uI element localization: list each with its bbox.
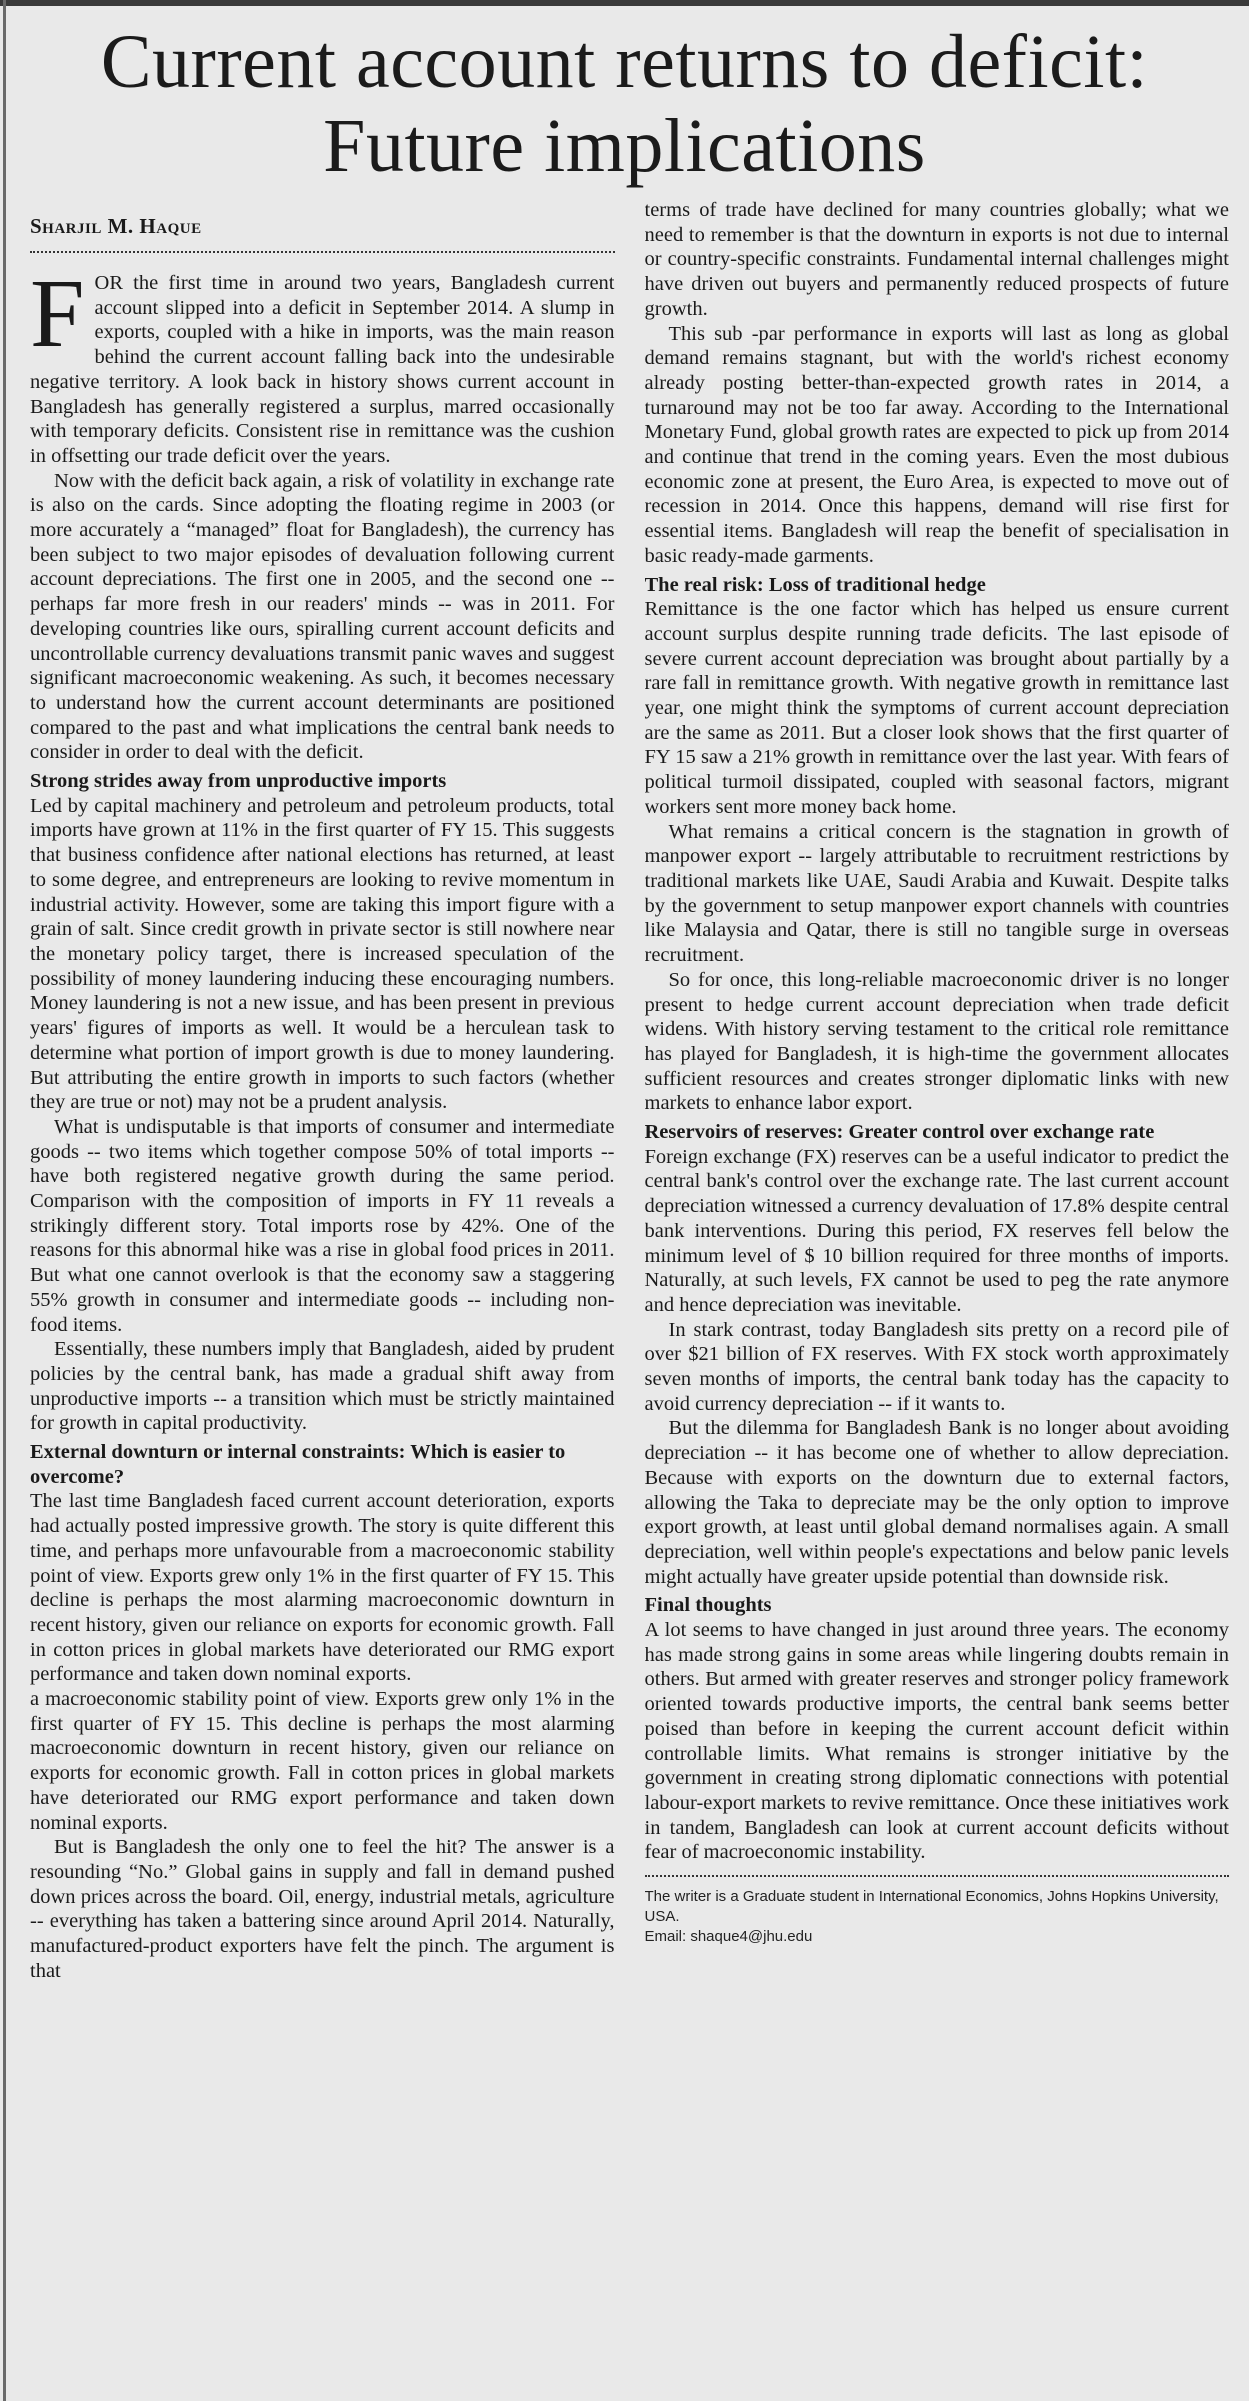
section-heading: Strong strides away from unproductive imports — [30, 770, 447, 793]
paragraph: What is undisputable is that imports of consumer and intermediate goods -- two items which together compose 50% of total imports -- have both registered negative growth during the same period. Comparison with the composition of imports in FY 11 reveals a strikingly different story. Total imports rose by 42%. One of the reasons for this abnormal hike was a rise in global food prices in 2011. But what one cannot overlook is that the economy saw a staggering 55% growth in consumer and intermediate goods -- including non-food items. — [30, 1115, 615, 1336]
paragraph: Foreign exchange (FX) reserves can be a useful indicator to predict the central bank's control over the exchange rate. The last current account depreciation witnessed a currency devaluation of 17.8% despite central bank interventions. During this period, FX reserves fell below the minimum level of $ 10 billion required for three months of imports. Naturally, at such levels, FX cannot be used to peg the rate anymore and hence depreciation was inevitable. — [644, 1145, 1229, 1316]
byline-divider — [30, 251, 615, 253]
author-email: Email: shaque4@jhu.edu — [644, 1928, 813, 1946]
paragraph: What remains a critical concern is the stagnation in growth of manpower export -- largely attributable to recruitment restrictions by traditional markets like UAE, Saudi Arabia and Kuwait. Despite talks by the government to setup manpower export channels with countries like Malaysia and Qatar, there is still no tangible surge in overseas recruitment. — [644, 820, 1229, 967]
footer-divider — [645, 1875, 1230, 1877]
column-left-body — [30, 260, 615, 1984]
drop-cap: F — [30, 260, 85, 368]
paragraph: A lot seems to have changed in just around three years. The economy has made strong gains in some areas while lingering doubts remain in others. But armed with greater reserves and stronger policy framework oriented towards productive imports, the central bank seems better poised than before in keeping the current account deficit within controllable limits. What remains is stronger initiative by the government in creating strong diplomatic connections with potential labour-export markets to revive remittance. Once these initiatives work in tandem, Bangladesh can look at current account deficits without fear of macroeconomic instability. — [644, 1619, 1229, 1864]
column-right — [645, 198, 1230, 2393]
lead-paragraph — [30, 260, 615, 469]
paragraph: terms of trade have declined for many countries globally; what we need to remember is that the downturn in exports is not due to internal or country-specific constraints. Fundamental internal challenges might have driven out buyers and permanently reduced prospects of future growth. — [644, 199, 1229, 320]
paragraph: In stark contrast, today Bangladesh sits pretty on a record pile of over $21 billion of FX reserves. With FX stock worth approximately seven months of imports, the central bank today has the capacity to avoid currency depreciation -- if it wants to. — [644, 1318, 1229, 1415]
headline-line-1: Current account returns to deficit: — [100, 20, 1149, 104]
paragraph: Essentially, these numbers imply that Bangladesh, aided by prudent policies by the central bank, has made a gradual shift away from unproductive imports -- a transition which must be strictly maintained for growth in capital productivity. — [30, 1338, 615, 1435]
paragraph: This sub -par performance in exports will last as long as global demand remains stagnant, but with the world's richest economy already posting better-than-expected growth rates in 2014, a turnaround may not be too far away. According to the International Monetary Fund, global growth rates are expected to pick up from 2014 and continue that trend in the coming years. Even the most dubious economic zone at present, the Euro Area, is expected to move out of recession in 2014. Once this happens, demand will rise first for essential items. Bangladesh will reap the benefit of specialisation in basic ready-made garments. — [644, 322, 1229, 567]
paragraph: But the dilemma for Bangladesh Bank is no longer about avoiding depreciation -- it has become one of whether to allow depreciation. Because with exports on the downturn due to external factors, allowing the Taka to depreciate may be the only option to improve export growth, at least until global demand normalises again. A small depreciation, well within people's expectations and below panic levels might actually have greater upside potential than downside risk. — [644, 1417, 1229, 1588]
author-bio: The writer is a Graduate student in International Economics, Johns Hopkins University, USA. — [644, 1888, 1219, 1926]
paragraph: Remittance is the one factor which has helped us ensure current account surplus despite running trade deficits. The last episode of severe current account depreciation was brought about partially by a rare fall in remittance growth. With negative growth in remittance last year, one might think the symptoms of current account depreciation are the same as 2011. But a closer look shows that the first quarter of FY 15 saw a 21% growth in remittance over the last year. With fears of political turmoil dissipated, coupled with seasonal factors, migrant workers sent more money back home. — [644, 598, 1229, 818]
paragraph: Now with the deficit back again, a risk of volatility in exchange rate is also on the cards. Since adopting the floating regime in 2003 (or more accurately a “managed” float for Bangladesh), the currency has been subject to two major episodes of devaluation following current account depreciations. The first one in 2005, and the second one -- perhaps far more fresh in our readers' minds -- was in 2011. For developing countries like ours, spiralling current account deficits and uncontrollable currency devaluations transmit panic waves and suggest significant macroeconomic weakening. As such, it becomes necessary to understand how the current account determinants are positioned compared to the past and what implications the central bank needs to consider in order to deal with the deficit. — [30, 469, 615, 764]
lead-text: OR the first time in around two years, Bangladesh current account slipped into a deficit in September 2014. A slump in exports, coupled with a hike in imports, was the main reason behind the current account falling back into the undesirable negative territory. A look back in history shows current account in Bangladesh has generally registered a surplus, marred occasionally with temporary deficits. Consistent rise in remittance was the cushion in offsetting our trade deficit over the years. — [30, 272, 615, 467]
byline: Sharjil M. Haque — [30, 214, 202, 238]
section-heading: The real risk: Loss of traditional hedge — [644, 573, 986, 596]
paragraph: The last time Bangladesh faced current account deterioration, exports had actually posted impressive growth. The story is quite different this time, and perhaps more unfavourable from a macroeconomic stability point of view. Exports grew only 1% in the first quarter of FY 15. This decline is perhaps the most alarming macroeconomic downturn in recent history, given our reliance on exports for economic growth. Fall in cotton prices in global markets have deteriorated our RMG export performance and taken down nominal exports. — [30, 1490, 615, 1686]
paragraph: a macroeconomic stability point of view. Exports grew only 1% in the first quarter of FY 15. This decline is perhaps the most alarming macroeconomic downturn in recent history, given our reliance on exports for economic growth. Fall in cotton prices in global markets have deteriorated our RMG export performance and taken down nominal exports. — [30, 1688, 615, 1834]
column-right-body — [645, 198, 1230, 1865]
paragraph: But is Bangladesh the only one to feel the hit? The answer is a resounding “No.” Global gains in supply and fall in demand pushed down prices across the board. Oil, energy, industrial metals, agriculture -- everything has taken a battering since around April 2014. Naturally, manufactured-product exporters have felt the pinch. The argument is that — [30, 1836, 615, 1982]
article-columns — [30, 198, 1229, 2393]
section-heading: External downturn or internal constraints: Which is easier to overcome? — [30, 1441, 566, 1488]
section-heading: Reservoirs of reserves: Greater control over exchange rate — [644, 1121, 1155, 1144]
author-note — [645, 1887, 1230, 1947]
column-left — [30, 198, 615, 2393]
section-heading: Final thoughts — [644, 1594, 772, 1617]
headline-line-2: Future implications — [323, 104, 926, 188]
paragraph: So for once, this long-reliable macroeconomic driver is no longer present to hedge current account depreciation when trade deficit widens. With history serving testament to the critical role remittance has played for Bangladesh, it is high-time the government allocates sufficient resources and creates stronger diplomatic links with new markets to enhance labor export. — [644, 968, 1229, 1115]
left-edge-rule — [3, 0, 6, 2401]
top-strip — [0, 0, 1249, 6]
headline — [10, 0, 1239, 188]
paragraph: Led by capital machinery and petroleum and petroleum products, total imports have grown at 11% in the first quarter of FY 15. This suggests that business confidence after national elections has returned, at least to some degree, and entrepreneurs are looking to revive momentum in industrial activity. However, some are taking this import figure with a grain of salt. Since credit growth in private sector is still nowhere near the monetary policy target, there is increased speculation of the possibility of money laundering inducing these encouraging numbers. Money laundering is not a new issue, and has been present in previous years' figures of imports as well. It would be a herculean task to determine what portion of import growth is due to money laundering. But attributing the entire growth in imports to such factors (whether they are true or not) may not be a prudent analysis. — [30, 794, 615, 1114]
